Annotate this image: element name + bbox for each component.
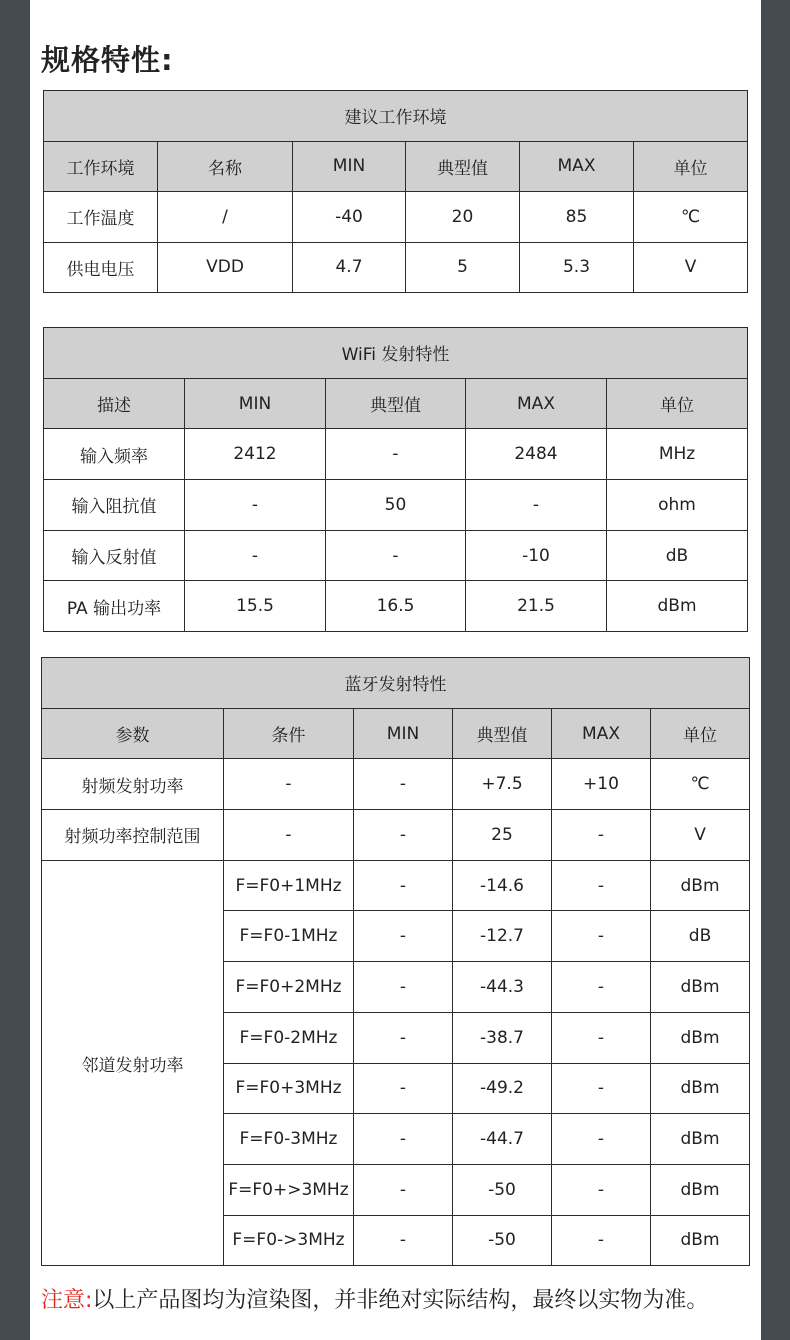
spec-page xyxy=(30,0,761,1340)
table-cell: 15.5 xyxy=(185,581,326,632)
table-row xyxy=(44,530,748,581)
table-cell: dBm xyxy=(651,1164,750,1215)
table-cell: V xyxy=(651,810,750,861)
table-cell: - xyxy=(552,1215,651,1266)
condition-cell: F=F0-1MHz xyxy=(224,911,354,962)
table-cell: ℃ xyxy=(651,759,750,810)
table-cell: - xyxy=(354,759,453,810)
table-row xyxy=(44,581,748,632)
environment-table xyxy=(43,90,748,293)
wifi-table xyxy=(43,327,748,632)
column-header: 描述 xyxy=(44,378,185,429)
column-header: MIN xyxy=(293,141,406,192)
column-header: MIN xyxy=(185,378,326,429)
table-cell: -50 xyxy=(453,1215,552,1266)
condition-cell: F=F0-2MHz xyxy=(224,1012,354,1063)
page-title: 规格特性: xyxy=(41,43,174,77)
table-row xyxy=(44,242,748,293)
table-row xyxy=(44,429,748,480)
table-cell: 输入反射值 xyxy=(44,530,185,581)
table-cell: 16.5 xyxy=(326,581,466,632)
table-cell: -14.6 xyxy=(453,860,552,911)
table-cell: - xyxy=(354,1012,453,1063)
table-cell: - xyxy=(552,1063,651,1114)
table-cell: dBm xyxy=(651,962,750,1013)
table-cell: dBm xyxy=(651,1012,750,1063)
table-cell: +7.5 xyxy=(453,759,552,810)
table-cell: VDD xyxy=(158,242,293,293)
table-cell: 输入阻抗值 xyxy=(44,480,185,531)
column-header: MAX xyxy=(552,708,651,759)
table-cell: - xyxy=(185,480,326,531)
bluetooth-table xyxy=(41,657,750,1266)
table-cell: 5 xyxy=(406,242,520,293)
table-row xyxy=(44,480,748,531)
table-cell: - xyxy=(354,1063,453,1114)
table-cell: - xyxy=(354,1215,453,1266)
table-cell: - xyxy=(354,962,453,1013)
note-text: 以上产品图均为渲染图，并非绝对实际结构，最终以实物为准。 xyxy=(92,1288,709,1313)
table-cell: - xyxy=(326,429,466,480)
table-cell: - xyxy=(552,860,651,911)
table-cell: 射频功率控制范围 xyxy=(42,810,224,861)
table-cell: dB xyxy=(651,911,750,962)
table-cell: 5.3 xyxy=(520,242,634,293)
table-cell: -49.2 xyxy=(453,1063,552,1114)
column-header: 条件 xyxy=(224,708,354,759)
table-row xyxy=(42,860,750,911)
column-header: MAX xyxy=(466,378,607,429)
table-cell: -50 xyxy=(453,1164,552,1215)
table-cell: V xyxy=(634,242,748,293)
table-cell: -12.7 xyxy=(453,911,552,962)
column-header: MAX xyxy=(520,141,634,192)
column-header: MIN xyxy=(354,708,453,759)
table-cell: / xyxy=(158,192,293,243)
table-cell: 85 xyxy=(520,192,634,243)
table-row xyxy=(42,759,750,810)
column-header: 单位 xyxy=(607,378,748,429)
table-cell: 工作温度 xyxy=(44,192,158,243)
table-cell: - xyxy=(552,1114,651,1165)
adjacent-channel-label: 邻道发射功率 xyxy=(42,860,224,1266)
table-cell: - xyxy=(185,530,326,581)
table-cell: - xyxy=(552,962,651,1013)
condition-cell: F=F0+2MHz xyxy=(224,962,354,1013)
column-header: 单位 xyxy=(651,708,750,759)
table-cell: dB xyxy=(607,530,748,581)
table-cell: - xyxy=(552,1164,651,1215)
column-header: 典型值 xyxy=(453,708,552,759)
table-cell: 射频发射功率 xyxy=(42,759,224,810)
table-cell: 供电电压 xyxy=(44,242,158,293)
table-cell: - xyxy=(466,480,607,531)
table-cell: - xyxy=(354,1164,453,1215)
condition-cell: F=F0+>3MHz xyxy=(224,1164,354,1215)
column-header: 单位 xyxy=(634,141,748,192)
table-cell: dBm xyxy=(651,860,750,911)
table-cell: -38.7 xyxy=(453,1012,552,1063)
table-cell: 2412 xyxy=(185,429,326,480)
table-row xyxy=(44,192,748,243)
note-label: 注意: xyxy=(41,1288,93,1313)
condition-cell: F=F0->3MHz xyxy=(224,1215,354,1266)
disclaimer-note xyxy=(41,1283,708,1314)
table-cell: - xyxy=(326,530,466,581)
table-cell: - xyxy=(354,860,453,911)
table-caption: 建议工作环境 xyxy=(44,91,748,142)
table-cell: - xyxy=(224,759,354,810)
table-cell: dBm xyxy=(651,1215,750,1266)
table-cell: +10 xyxy=(552,759,651,810)
table-cell: 25 xyxy=(453,810,552,861)
table-caption: WiFi 发射特性 xyxy=(44,328,748,379)
condition-cell: F=F0+1MHz xyxy=(224,860,354,911)
table-cell: -40 xyxy=(293,192,406,243)
table-row xyxy=(42,810,750,861)
column-header: 参数 xyxy=(42,708,224,759)
table-cell: - xyxy=(354,1114,453,1165)
table-cell: 21.5 xyxy=(466,581,607,632)
table-cell: 20 xyxy=(406,192,520,243)
column-header: 典型值 xyxy=(326,378,466,429)
table-cell: - xyxy=(552,911,651,962)
table-cell: PA 输出功率 xyxy=(44,581,185,632)
column-header: 名称 xyxy=(158,141,293,192)
table-cell: dBm xyxy=(607,581,748,632)
table-cell: 输入频率 xyxy=(44,429,185,480)
column-header: 工作环境 xyxy=(44,141,158,192)
table-cell: MHz xyxy=(607,429,748,480)
table-cell: -44.3 xyxy=(453,962,552,1013)
table-cell: 4.7 xyxy=(293,242,406,293)
table-cell: dBm xyxy=(651,1063,750,1114)
condition-cell: F=F0-3MHz xyxy=(224,1114,354,1165)
table-cell: - xyxy=(224,810,354,861)
table-cell: - xyxy=(552,810,651,861)
table-cell: ohm xyxy=(607,480,748,531)
table-cell: - xyxy=(354,810,453,861)
table-caption: 蓝牙发射特性 xyxy=(42,658,750,709)
table-cell: -44.7 xyxy=(453,1114,552,1165)
table-cell: - xyxy=(552,1012,651,1063)
table-cell: -10 xyxy=(466,530,607,581)
table-cell: dBm xyxy=(651,1114,750,1165)
table-cell: 50 xyxy=(326,480,466,531)
table-cell: 2484 xyxy=(466,429,607,480)
condition-cell: F=F0+3MHz xyxy=(224,1063,354,1114)
column-header: 典型值 xyxy=(406,141,520,192)
table-cell: ℃ xyxy=(634,192,748,243)
table-cell: - xyxy=(354,911,453,962)
